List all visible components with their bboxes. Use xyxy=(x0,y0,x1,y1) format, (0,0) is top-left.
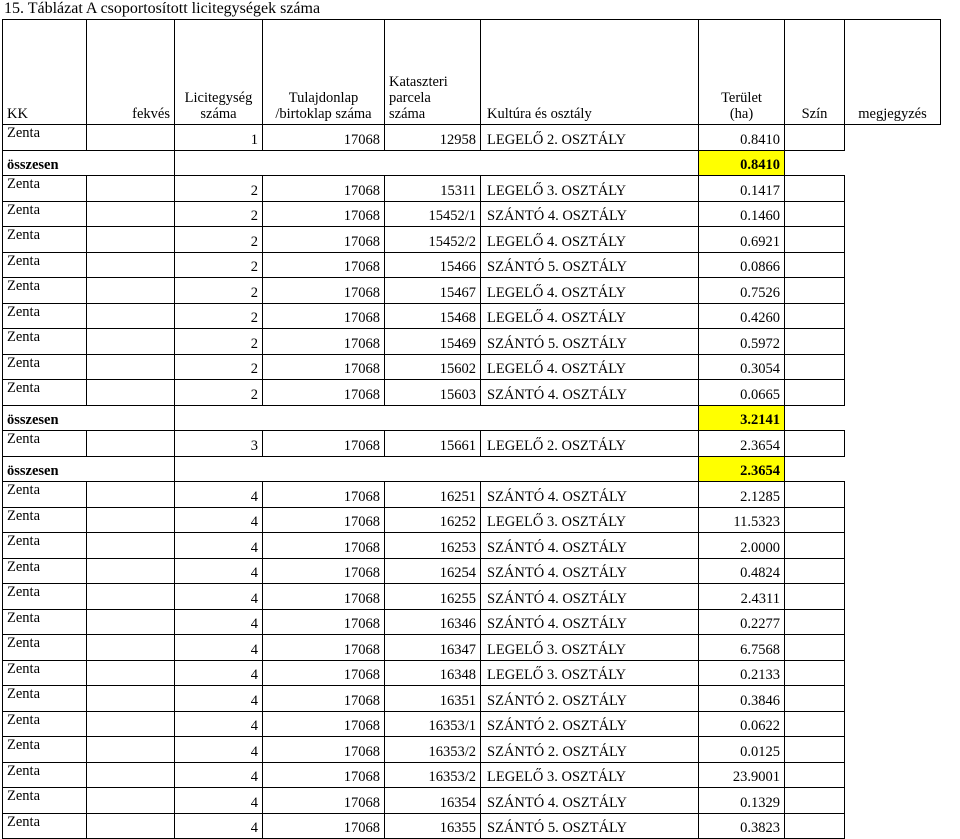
cell-megjegyzes xyxy=(845,125,941,151)
cell-szin xyxy=(785,686,845,712)
cell-owner: 17068 xyxy=(263,176,385,202)
cell-unit: 2 xyxy=(175,201,263,227)
cell-area: 0.0866 xyxy=(699,252,785,278)
table-row xyxy=(3,482,941,508)
table-body xyxy=(3,125,941,839)
table-row xyxy=(3,788,941,814)
cell-kk: Zenta xyxy=(3,711,87,737)
cell-unit: 4 xyxy=(175,584,263,610)
cell-unit: 4 xyxy=(175,635,263,661)
cell-szin xyxy=(785,329,845,355)
cell-culture: SZÁNTÓ 2. OSZTÁLY xyxy=(481,737,699,763)
cell-megjegyzes xyxy=(845,737,941,763)
cell-fekves xyxy=(87,354,175,380)
cell-unit: 4 xyxy=(175,686,263,712)
cell-parcel: 15661 xyxy=(385,431,481,457)
cell-culture: SZÁNTÓ 5. OSZTÁLY xyxy=(481,813,699,839)
cell-fekves xyxy=(87,303,175,329)
table-row xyxy=(3,303,941,329)
cell-area: 0.2277 xyxy=(699,609,785,635)
header-row xyxy=(3,20,941,125)
licit-table xyxy=(2,19,941,839)
cell-fekves xyxy=(87,813,175,839)
header-terulet-line2: (ha) xyxy=(729,106,754,122)
cell-kk: Zenta xyxy=(3,788,87,814)
cell-owner: 17068 xyxy=(263,533,385,559)
cell-megjegyzes xyxy=(845,609,941,635)
cell-culture: SZÁNTÓ 2. OSZTÁLY xyxy=(481,686,699,712)
cell-unit: 4 xyxy=(175,737,263,763)
cell-fekves xyxy=(87,125,175,151)
cell-parcel: 16353/1 xyxy=(385,711,481,737)
cell-area: 11.5323 xyxy=(699,507,785,533)
summary-label: összesen xyxy=(3,456,175,482)
table-row xyxy=(3,711,941,737)
cell-szin xyxy=(785,431,845,457)
cell-culture: SZÁNTÓ 5. OSZTÁLY xyxy=(481,252,699,278)
cell-kk: Zenta xyxy=(3,278,87,304)
cell-szin xyxy=(785,660,845,686)
header-kk: KK xyxy=(3,20,87,125)
cell-area: 0.3054 xyxy=(699,354,785,380)
table-row xyxy=(3,737,941,763)
cell-megjegyzes xyxy=(845,635,941,661)
cell-megjegyzes xyxy=(845,813,941,839)
cell-szin xyxy=(785,125,845,151)
cell-szin xyxy=(785,354,845,380)
cell-parcel: 16346 xyxy=(385,609,481,635)
cell-culture: SZÁNTÓ 4. OSZTÁLY xyxy=(481,533,699,559)
cell-owner: 17068 xyxy=(263,431,385,457)
summary-row xyxy=(3,150,941,176)
cell-unit: 4 xyxy=(175,609,263,635)
cell-kk: Zenta xyxy=(3,686,87,712)
cell-kk: Zenta xyxy=(3,380,87,406)
cell-parcel: 12958 xyxy=(385,125,481,151)
cell-megjegyzes xyxy=(845,354,941,380)
cell-unit: 4 xyxy=(175,507,263,533)
cell-unit: 1 xyxy=(175,125,263,151)
cell-area: 0.6921 xyxy=(699,227,785,253)
cell-parcel: 16354 xyxy=(385,788,481,814)
cell-parcel: 16252 xyxy=(385,507,481,533)
cell-szin xyxy=(785,813,845,839)
cell-fekves xyxy=(87,660,175,686)
cell-owner: 17068 xyxy=(263,813,385,839)
table-row xyxy=(3,380,941,406)
cell-kk: Zenta xyxy=(3,125,87,151)
cell-culture: LEGELŐ 3. OSZTÁLY xyxy=(481,635,699,661)
table-row xyxy=(3,813,941,839)
cell-parcel: 15603 xyxy=(385,380,481,406)
cell-kk: Zenta xyxy=(3,252,87,278)
cell-culture: LEGELŐ 4. OSZTÁLY xyxy=(481,227,699,253)
cell-area: 2.4311 xyxy=(699,584,785,610)
header-kataszteri-line3: száma xyxy=(389,106,426,122)
cell-parcel: 16353/2 xyxy=(385,762,481,788)
cell-kk: Zenta xyxy=(3,609,87,635)
cell-kk: Zenta xyxy=(3,176,87,202)
cell-culture: LEGELŐ 3. OSZTÁLY xyxy=(481,660,699,686)
cell-fekves xyxy=(87,252,175,278)
header-tulaj-line2: /birtoklap száma xyxy=(275,106,372,122)
cell-area: 0.0125 xyxy=(699,737,785,763)
cell-parcel: 16255 xyxy=(385,584,481,610)
cell-megjegyzes xyxy=(845,176,941,202)
cell-owner: 17068 xyxy=(263,329,385,355)
cell-area: 0.4260 xyxy=(699,303,785,329)
cell-megjegyzes xyxy=(845,558,941,584)
cell-owner: 17068 xyxy=(263,635,385,661)
cell-fekves xyxy=(87,711,175,737)
summary-spacer xyxy=(175,150,699,176)
cell-megjegyzes xyxy=(845,660,941,686)
cell-fekves xyxy=(87,584,175,610)
summary-empty-szin xyxy=(785,405,845,431)
cell-kk: Zenta xyxy=(3,813,87,839)
cell-megjegyzes xyxy=(845,584,941,610)
cell-area: 0.1329 xyxy=(699,788,785,814)
cell-parcel: 15452/2 xyxy=(385,227,481,253)
cell-szin xyxy=(785,278,845,304)
summary-label: összesen xyxy=(3,405,175,431)
cell-fekves xyxy=(87,686,175,712)
cell-culture: LEGELŐ 3. OSZTÁLY xyxy=(481,762,699,788)
cell-megjegyzes xyxy=(845,507,941,533)
summary-empty-szin xyxy=(785,150,845,176)
cell-megjegyzes xyxy=(845,380,941,406)
cell-area: 0.8410 xyxy=(699,125,785,151)
cell-unit: 3 xyxy=(175,431,263,457)
cell-szin xyxy=(785,201,845,227)
header-terulet-line1: Terület xyxy=(721,90,762,106)
header-licit-line2: száma xyxy=(200,106,237,122)
cell-kk: Zenta xyxy=(3,737,87,763)
table-row xyxy=(3,660,941,686)
cell-parcel: 15467 xyxy=(385,278,481,304)
cell-kk: Zenta xyxy=(3,533,87,559)
table-row xyxy=(3,201,941,227)
cell-parcel: 15466 xyxy=(385,252,481,278)
cell-parcel: 16351 xyxy=(385,686,481,712)
summary-empty-megjegyzes xyxy=(845,405,941,431)
cell-owner: 17068 xyxy=(263,354,385,380)
cell-fekves xyxy=(87,507,175,533)
summary-total: 0.8410 xyxy=(699,150,785,176)
cell-megjegyzes xyxy=(845,788,941,814)
cell-fekves xyxy=(87,329,175,355)
table-row xyxy=(3,354,941,380)
cell-kk: Zenta xyxy=(3,431,87,457)
cell-unit: 2 xyxy=(175,227,263,253)
cell-megjegyzes xyxy=(845,686,941,712)
cell-owner: 17068 xyxy=(263,227,385,253)
cell-kk: Zenta xyxy=(3,354,87,380)
cell-culture: SZÁNTÓ 4. OSZTÁLY xyxy=(481,788,699,814)
cell-kk: Zenta xyxy=(3,482,87,508)
cell-area: 23.9001 xyxy=(699,762,785,788)
cell-culture: SZÁNTÓ 4. OSZTÁLY xyxy=(481,482,699,508)
table-row xyxy=(3,329,941,355)
cell-fekves xyxy=(87,737,175,763)
header-tulaj-line1: Tulajdonlap xyxy=(288,90,359,106)
cell-area: 0.0665 xyxy=(699,380,785,406)
cell-parcel: 16353/2 xyxy=(385,737,481,763)
cell-fekves xyxy=(87,380,175,406)
cell-unit: 4 xyxy=(175,813,263,839)
cell-owner: 17068 xyxy=(263,686,385,712)
cell-szin xyxy=(785,252,845,278)
cell-fekves xyxy=(87,482,175,508)
cell-area: 2.0000 xyxy=(699,533,785,559)
cell-unit: 2 xyxy=(175,252,263,278)
cell-area: 6.7568 xyxy=(699,635,785,661)
table-row xyxy=(3,507,941,533)
header-szin: Szín xyxy=(785,20,845,125)
cell-culture: SZÁNTÓ 4. OSZTÁLY xyxy=(481,201,699,227)
cell-parcel: 15602 xyxy=(385,354,481,380)
cell-szin xyxy=(785,533,845,559)
summary-spacer xyxy=(175,456,699,482)
cell-area: 0.3846 xyxy=(699,686,785,712)
cell-fekves xyxy=(87,176,175,202)
cell-unit: 4 xyxy=(175,482,263,508)
cell-culture: SZÁNTÓ 2. OSZTÁLY xyxy=(481,711,699,737)
cell-owner: 17068 xyxy=(263,278,385,304)
cell-owner: 17068 xyxy=(263,252,385,278)
cell-area: 2.3654 xyxy=(699,431,785,457)
cell-megjegyzes xyxy=(845,431,941,457)
cell-owner: 17068 xyxy=(263,609,385,635)
header-terulet xyxy=(699,20,785,125)
cell-megjegyzes xyxy=(845,762,941,788)
cell-szin xyxy=(785,711,845,737)
table-row xyxy=(3,635,941,661)
table-row xyxy=(3,558,941,584)
cell-unit: 4 xyxy=(175,762,263,788)
table-row xyxy=(3,686,941,712)
cell-fekves xyxy=(87,278,175,304)
cell-owner: 17068 xyxy=(263,558,385,584)
cell-unit: 2 xyxy=(175,176,263,202)
cell-owner: 17068 xyxy=(263,737,385,763)
cell-culture: LEGELŐ 4. OSZTÁLY xyxy=(481,354,699,380)
cell-kk: Zenta xyxy=(3,303,87,329)
header-tulaj xyxy=(263,20,385,125)
cell-kk: Zenta xyxy=(3,329,87,355)
cell-kk: Zenta xyxy=(3,507,87,533)
cell-area: 2.1285 xyxy=(699,482,785,508)
table-row xyxy=(3,176,941,202)
cell-parcel: 15469 xyxy=(385,329,481,355)
table-caption: 15. Táblázat A csoportosított licitegységek száma xyxy=(4,0,321,17)
cell-unit: 2 xyxy=(175,329,263,355)
cell-kk: Zenta xyxy=(3,635,87,661)
cell-area: 0.5972 xyxy=(699,329,785,355)
cell-parcel: 16251 xyxy=(385,482,481,508)
cell-megjegyzes xyxy=(845,329,941,355)
summary-row xyxy=(3,456,941,482)
cell-culture: SZÁNTÓ 4. OSZTÁLY xyxy=(481,609,699,635)
table-row xyxy=(3,431,941,457)
cell-kk: Zenta xyxy=(3,558,87,584)
cell-megjegyzes xyxy=(845,278,941,304)
summary-spacer xyxy=(175,405,699,431)
cell-owner: 17068 xyxy=(263,380,385,406)
cell-szin xyxy=(785,227,845,253)
cell-unit: 2 xyxy=(175,278,263,304)
cell-unit: 4 xyxy=(175,711,263,737)
table-row xyxy=(3,278,941,304)
cell-szin xyxy=(785,482,845,508)
cell-culture: LEGELŐ 4. OSZTÁLY xyxy=(481,303,699,329)
cell-unit: 4 xyxy=(175,558,263,584)
cell-culture: SZÁNTÓ 4. OSZTÁLY xyxy=(481,584,699,610)
cell-szin xyxy=(785,609,845,635)
cell-unit: 4 xyxy=(175,660,263,686)
cell-fekves xyxy=(87,635,175,661)
cell-fekves xyxy=(87,533,175,559)
cell-parcel: 15468 xyxy=(385,303,481,329)
cell-unit: 4 xyxy=(175,788,263,814)
cell-megjegyzes xyxy=(845,201,941,227)
cell-culture: SZÁNTÓ 4. OSZTÁLY xyxy=(481,558,699,584)
summary-empty-megjegyzes xyxy=(845,456,941,482)
cell-parcel: 16348 xyxy=(385,660,481,686)
cell-area: 0.7526 xyxy=(699,278,785,304)
cell-culture: LEGELŐ 4. OSZTÁLY xyxy=(481,278,699,304)
cell-owner: 17068 xyxy=(263,507,385,533)
cell-parcel: 16355 xyxy=(385,813,481,839)
cell-unit: 2 xyxy=(175,303,263,329)
cell-megjegyzes xyxy=(845,227,941,253)
cell-unit: 2 xyxy=(175,380,263,406)
cell-area: 0.1417 xyxy=(699,176,785,202)
cell-owner: 17068 xyxy=(263,125,385,151)
cell-owner: 17068 xyxy=(263,584,385,610)
cell-kk: Zenta xyxy=(3,201,87,227)
cell-parcel: 15452/1 xyxy=(385,201,481,227)
cell-area: 0.1460 xyxy=(699,201,785,227)
cell-owner: 17068 xyxy=(263,762,385,788)
cell-owner: 17068 xyxy=(263,201,385,227)
cell-owner: 17068 xyxy=(263,482,385,508)
cell-parcel: 16253 xyxy=(385,533,481,559)
table-row xyxy=(3,584,941,610)
table-row xyxy=(3,609,941,635)
header-fekves: fekvés xyxy=(87,20,175,125)
cell-megjegyzes xyxy=(845,252,941,278)
summary-row xyxy=(3,405,941,431)
cell-szin xyxy=(785,507,845,533)
cell-area: 0.3823 xyxy=(699,813,785,839)
cell-szin xyxy=(785,737,845,763)
summary-empty-megjegyzes xyxy=(845,150,941,176)
header-kataszteri-line2: parcela xyxy=(389,90,431,106)
cell-kk: Zenta xyxy=(3,660,87,686)
cell-culture: LEGELŐ 3. OSZTÁLY xyxy=(481,176,699,202)
header-megjegyzes: megjegyzés xyxy=(845,20,941,125)
table-row xyxy=(3,227,941,253)
cell-szin xyxy=(785,303,845,329)
cell-megjegyzes xyxy=(845,711,941,737)
header-kultura: Kultúra és osztály xyxy=(481,20,699,125)
header-kataszteri xyxy=(385,20,481,125)
cell-area: 0.2133 xyxy=(699,660,785,686)
table-row xyxy=(3,533,941,559)
cell-parcel: 15311 xyxy=(385,176,481,202)
cell-szin xyxy=(785,788,845,814)
cell-culture: LEGELŐ 2. OSZTÁLY xyxy=(481,431,699,457)
summary-label: összesen xyxy=(3,150,175,176)
cell-kk: Zenta xyxy=(3,762,87,788)
cell-culture: SZÁNTÓ 4. OSZTÁLY xyxy=(481,380,699,406)
cell-parcel: 16347 xyxy=(385,635,481,661)
cell-szin xyxy=(785,762,845,788)
cell-culture: SZÁNTÓ 5. OSZTÁLY xyxy=(481,329,699,355)
cell-area: 0.4824 xyxy=(699,558,785,584)
cell-megjegyzes xyxy=(845,533,941,559)
cell-szin xyxy=(785,584,845,610)
cell-szin xyxy=(785,558,845,584)
cell-fekves xyxy=(87,558,175,584)
header-kataszteri-line1: Kataszteri xyxy=(389,74,448,90)
cell-fekves xyxy=(87,201,175,227)
table-row xyxy=(3,252,941,278)
cell-megjegyzes xyxy=(845,303,941,329)
cell-owner: 17068 xyxy=(263,711,385,737)
cell-szin xyxy=(785,380,845,406)
header-licit-line1: Licitegység xyxy=(184,90,253,106)
cell-kk: Zenta xyxy=(3,584,87,610)
header-licit xyxy=(175,20,263,125)
cell-unit: 2 xyxy=(175,354,263,380)
cell-culture: LEGELŐ 2. OSZTÁLY xyxy=(481,125,699,151)
cell-szin xyxy=(785,635,845,661)
cell-parcel: 16254 xyxy=(385,558,481,584)
cell-fekves xyxy=(87,788,175,814)
table-row xyxy=(3,125,941,151)
cell-megjegyzes xyxy=(845,482,941,508)
cell-owner: 17068 xyxy=(263,788,385,814)
cell-fekves xyxy=(87,609,175,635)
table-row xyxy=(3,762,941,788)
cell-szin xyxy=(785,176,845,202)
cell-fekves xyxy=(87,762,175,788)
cell-owner: 17068 xyxy=(263,660,385,686)
cell-kk: Zenta xyxy=(3,227,87,253)
summary-total: 2.3654 xyxy=(699,456,785,482)
cell-area: 0.0622 xyxy=(699,711,785,737)
cell-fekves xyxy=(87,227,175,253)
cell-fekves xyxy=(87,431,175,457)
cell-unit: 4 xyxy=(175,533,263,559)
summary-total: 3.2141 xyxy=(699,405,785,431)
cell-culture: LEGELŐ 3. OSZTÁLY xyxy=(481,507,699,533)
cell-owner: 17068 xyxy=(263,303,385,329)
summary-empty-szin xyxy=(785,456,845,482)
